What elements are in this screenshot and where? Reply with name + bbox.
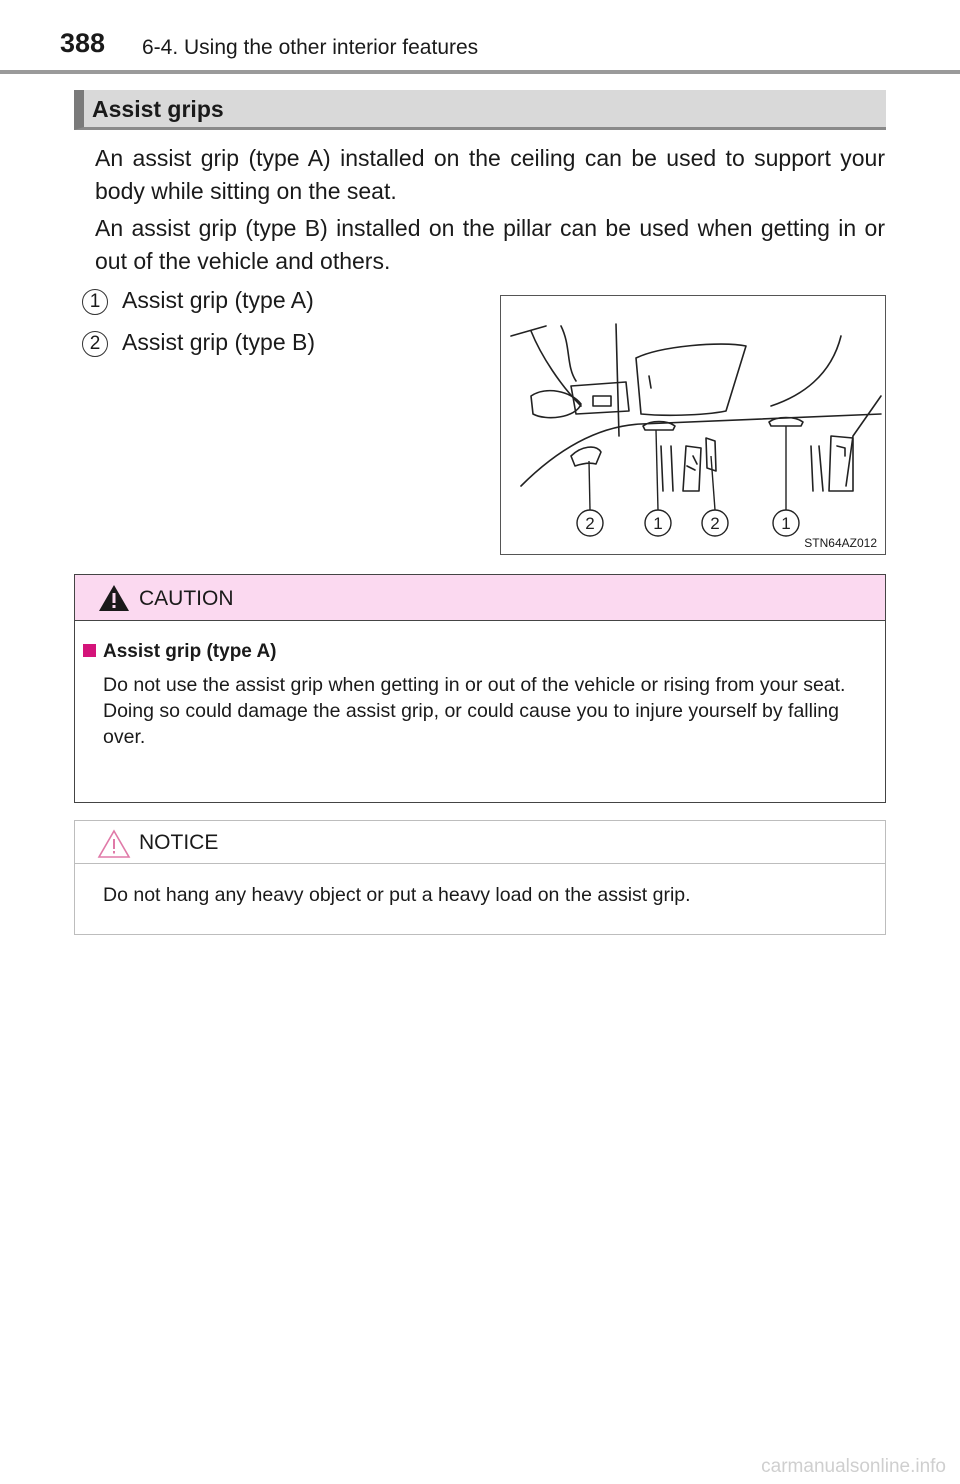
paragraph-type-b: An assist grip (type B) installed on the pillar can be used when getting in or out of the vehicle and others.	[95, 215, 885, 274]
overhead-console	[571, 382, 629, 414]
ceiling-grip-right	[769, 418, 803, 427]
notice-title: NOTICE	[139, 831, 219, 854]
legend-number-1: 1	[82, 289, 108, 315]
legend-label-1: Assist grip (type A)	[122, 287, 314, 313]
callout-line-2	[656, 430, 658, 510]
paragraph-type-a: An assist grip (type A) installed on the ceiling can be used to support your body while sitting on the seat.	[95, 145, 885, 204]
page-header	[0, 0, 960, 76]
caution-text-1: Do not use the assist grip when getting in or out of the vehicle or rising from your seat.	[103, 674, 846, 696]
callout-line-1	[589, 461, 590, 510]
notice-box	[74, 820, 886, 935]
section-heading-bar	[74, 90, 886, 130]
caution-title: CAUTION	[139, 587, 234, 610]
notice-triangle-icon	[97, 829, 131, 859]
watermark: carmanualsonline.info	[761, 1456, 946, 1477]
legend-number-2: 2	[82, 331, 108, 357]
caution-subheading-text: Assist grip (type A)	[103, 641, 277, 662]
square-bullet-icon	[83, 644, 96, 657]
callout-label-4: 1	[781, 514, 791, 533]
pillar-grip-left	[571, 447, 601, 466]
caution-box	[74, 574, 886, 803]
caution-body	[103, 672, 873, 750]
chapter-title: 6-4. Using the other interior features	[142, 36, 479, 59]
roof-edge-line	[511, 326, 546, 336]
figure-code: STN64AZ012	[804, 536, 877, 550]
callout-label-2: 1	[653, 514, 663, 533]
caution-text-2: Doing so could damage the assist grip, or could cause you to injure yourself by falling over.	[103, 700, 839, 748]
section-title: Assist grips	[92, 96, 224, 122]
warning-triangle-icon	[97, 583, 131, 613]
page-number: 388	[60, 28, 106, 58]
callout-label-1: 2	[585, 514, 595, 533]
overhead-panel	[636, 344, 746, 415]
caution-subheading	[83, 641, 277, 663]
assist-grip-illustration	[500, 295, 886, 555]
a-pillar-line	[531, 331, 581, 406]
vehicle-interior-drawing	[501, 296, 887, 556]
notice-header	[75, 821, 885, 864]
legend-label-2: Assist grip (type B)	[122, 329, 315, 355]
callout-label-3: 2	[710, 514, 720, 533]
pillar-grip-right	[706, 438, 716, 471]
callout-line-3	[711, 456, 715, 510]
notice-text: Do not hang any heavy object or put a heavy load on the assist grip.	[103, 884, 691, 906]
header-divider	[0, 70, 960, 74]
caution-header	[75, 575, 885, 621]
windshield-edge-line	[616, 324, 619, 436]
